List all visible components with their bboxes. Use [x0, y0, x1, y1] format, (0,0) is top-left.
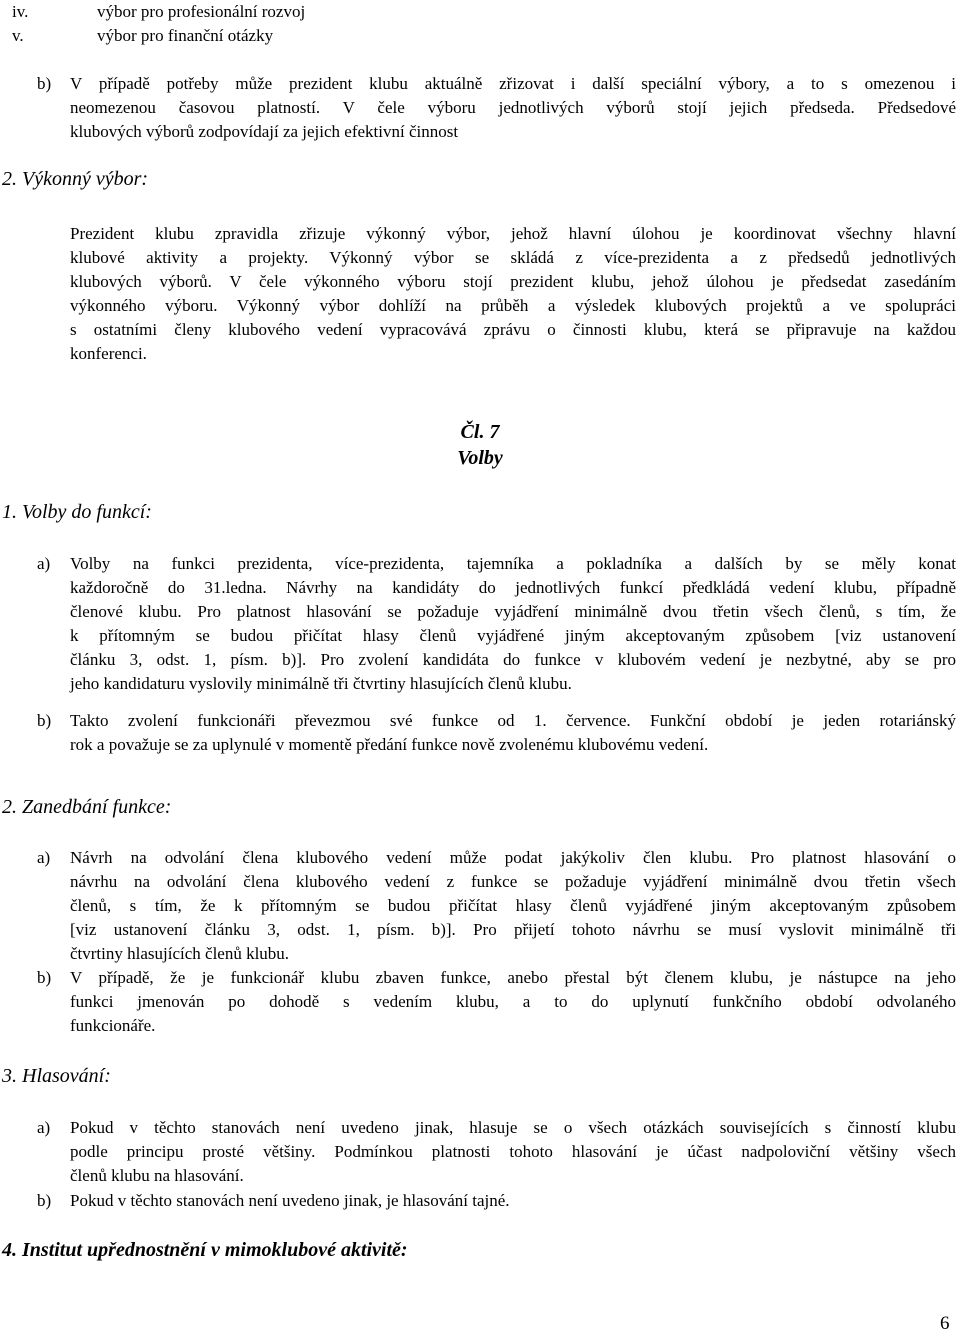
paragraph-line: Takto zvolení funkcionáři převezmou své funkce od 1. července. Funkční období je jeden rotariánský [70, 711, 956, 730]
paragraph-line: členů, s tím, že k přítomným se budou přičítat hlasy členů vyjádřené jiným akceptovaným způsobem [70, 896, 956, 915]
paragraph-line: každoročně do 31.ledna. Návrhy na kandidáty do jednotlivých funkcí předkládá vedení klubu, případně [70, 578, 956, 597]
list-marker: a) [37, 848, 51, 867]
paragraph-line: podle principu prosté většiny. Podmínkou platnosti tohoto hlasování je účast nadpoloviční většiny všech [70, 1142, 956, 1161]
article-number: Čl. 7 [460, 421, 500, 443]
paragraph-line: rok a považuje se za uplynulé v momentě předání funkce nově zvolenému klubovému vedení. [70, 735, 709, 754]
list-marker: b) [37, 968, 52, 987]
list-marker: b) [37, 1191, 52, 1210]
paragraph-line: členů klubu na hlasování. [70, 1166, 244, 1185]
paragraph-line: konferenci. [70, 344, 147, 363]
article-title: Volby [457, 447, 503, 469]
paragraph-line: [viz ustanovení článku 3, odst. 1, písm. b)]. Pro přijetí tohoto návrhu se musí vyslovit minimálně tři [70, 920, 956, 939]
paragraph-line: výkonného výboru. Výkonný výbor dohlíží na průběh a výsledek klubových projektů a ve spolupráci [70, 296, 956, 315]
paragraph-line: Pokud v těchto stanovách není uvedeno jinak, hlasuje se o všech otázkách souvisejících s činností klubu [70, 1118, 956, 1137]
list-item [12, 0, 912, 24]
paragraph-line: V případě potřeby může prezident klubu aktuálně zřizovat i další speciální výbory, a to s omezenou i [70, 74, 956, 93]
paragraph-line: Pokud v těchto stanovách není uvedeno jinak, je hlasování tajné. [70, 1191, 510, 1210]
paragraph-line: jeho kandidaturu vyslovily minimálně tři čtvrtiny hlasujících členů klubu. [70, 674, 572, 693]
section-heading: 3. Hlasování: [2, 1065, 111, 1087]
paragraph-line: klubových výborů zodpovídají za jejich efektivní činnost [70, 122, 459, 141]
list-marker: v. [12, 26, 24, 45]
list-text: výbor pro finanční otázky [97, 26, 274, 45]
list-item [12, 24, 912, 48]
list-marker: a) [37, 1118, 51, 1137]
paragraph-line: návrhu na odvolání člena klubového vedení z funkce se požaduje vyjádření minimálně dvou třetin všech [70, 872, 956, 891]
paragraph-line: klubových výborů. V čele výkonného výboru stojí prezident klubu, jehož úlohou je předsedat zasedáním [70, 272, 956, 291]
paragraph-line: Volby na funkci prezidenta, více-prezidenta, tajemníka a pokladníka a dalších by se měly konat [70, 554, 956, 573]
section-heading: 2. Zanedbání funkce: [2, 796, 172, 818]
list-marker: b) [37, 711, 52, 730]
paragraph-line: Prezident klubu zpravidla zřizuje výkonný výbor, jehož hlavní úlohou je koordinovat všechny hlavní [70, 224, 956, 243]
section-heading: 4. Institut upřednostnění v mimoklubové aktivitě: [2, 1239, 408, 1261]
paragraph-line: článku 3, odst. 1, písm. b)]. Pro zvolení kandidáta do funkce v klubovém vedení je nezbytné, aby se pro [70, 650, 956, 669]
list-marker: iv. [12, 2, 29, 21]
page-number: 6 [940, 1313, 950, 1334]
paragraph-line: funkcionáře. [70, 1016, 156, 1035]
paragraph-line: Návrh na odvolání člena klubového vedení může podat jakýkoliv člen klubu. Pro platnost hlasování o [70, 848, 956, 867]
list-text: výbor pro profesionální rozvoj [97, 2, 306, 21]
paragraph-line: funkci jmenován po dohodě s vedením klubu, a to do uplynutí funkčního období odvolaného [70, 992, 956, 1011]
paragraph-line: čtvrtiny hlasujících členů klubu. [70, 944, 290, 963]
paragraph-line: členové klubu. Pro platnost hlasování se požaduje vyjádření minimálně dvou třetin všech členů, s tím, že [70, 602, 956, 621]
paragraph-line: V případě, že je funkcionář klubu zbaven funkce, anebo přestal být členem klubu, je nástupce na jeho [70, 968, 956, 987]
list-marker: a) [37, 554, 51, 573]
paragraph-line: neomezenou časovou platností. V čele výboru jednotlivých výborů stojí jejich předseda. Předsedové [70, 98, 956, 117]
paragraph-line: klubové aktivity a projekty. Výkonný výbor se skládá z více-prezidenta a z předsedů jednotlivých [70, 248, 956, 267]
paragraph-line: k přítomným se budou přičítat hlasy členů vyjádřené jiným akceptovaným způsobem [viz ustanovení [70, 626, 956, 645]
section-heading: 1. Volby do funkcí: [2, 501, 152, 523]
paragraph-line: s ostatními členy klubového vedení vypracovává zprávu o činnosti klubu, která se připravuje na každou [70, 320, 956, 339]
list-marker: b) [37, 74, 52, 93]
section-heading: 2. Výkonný výbor: [2, 168, 149, 190]
